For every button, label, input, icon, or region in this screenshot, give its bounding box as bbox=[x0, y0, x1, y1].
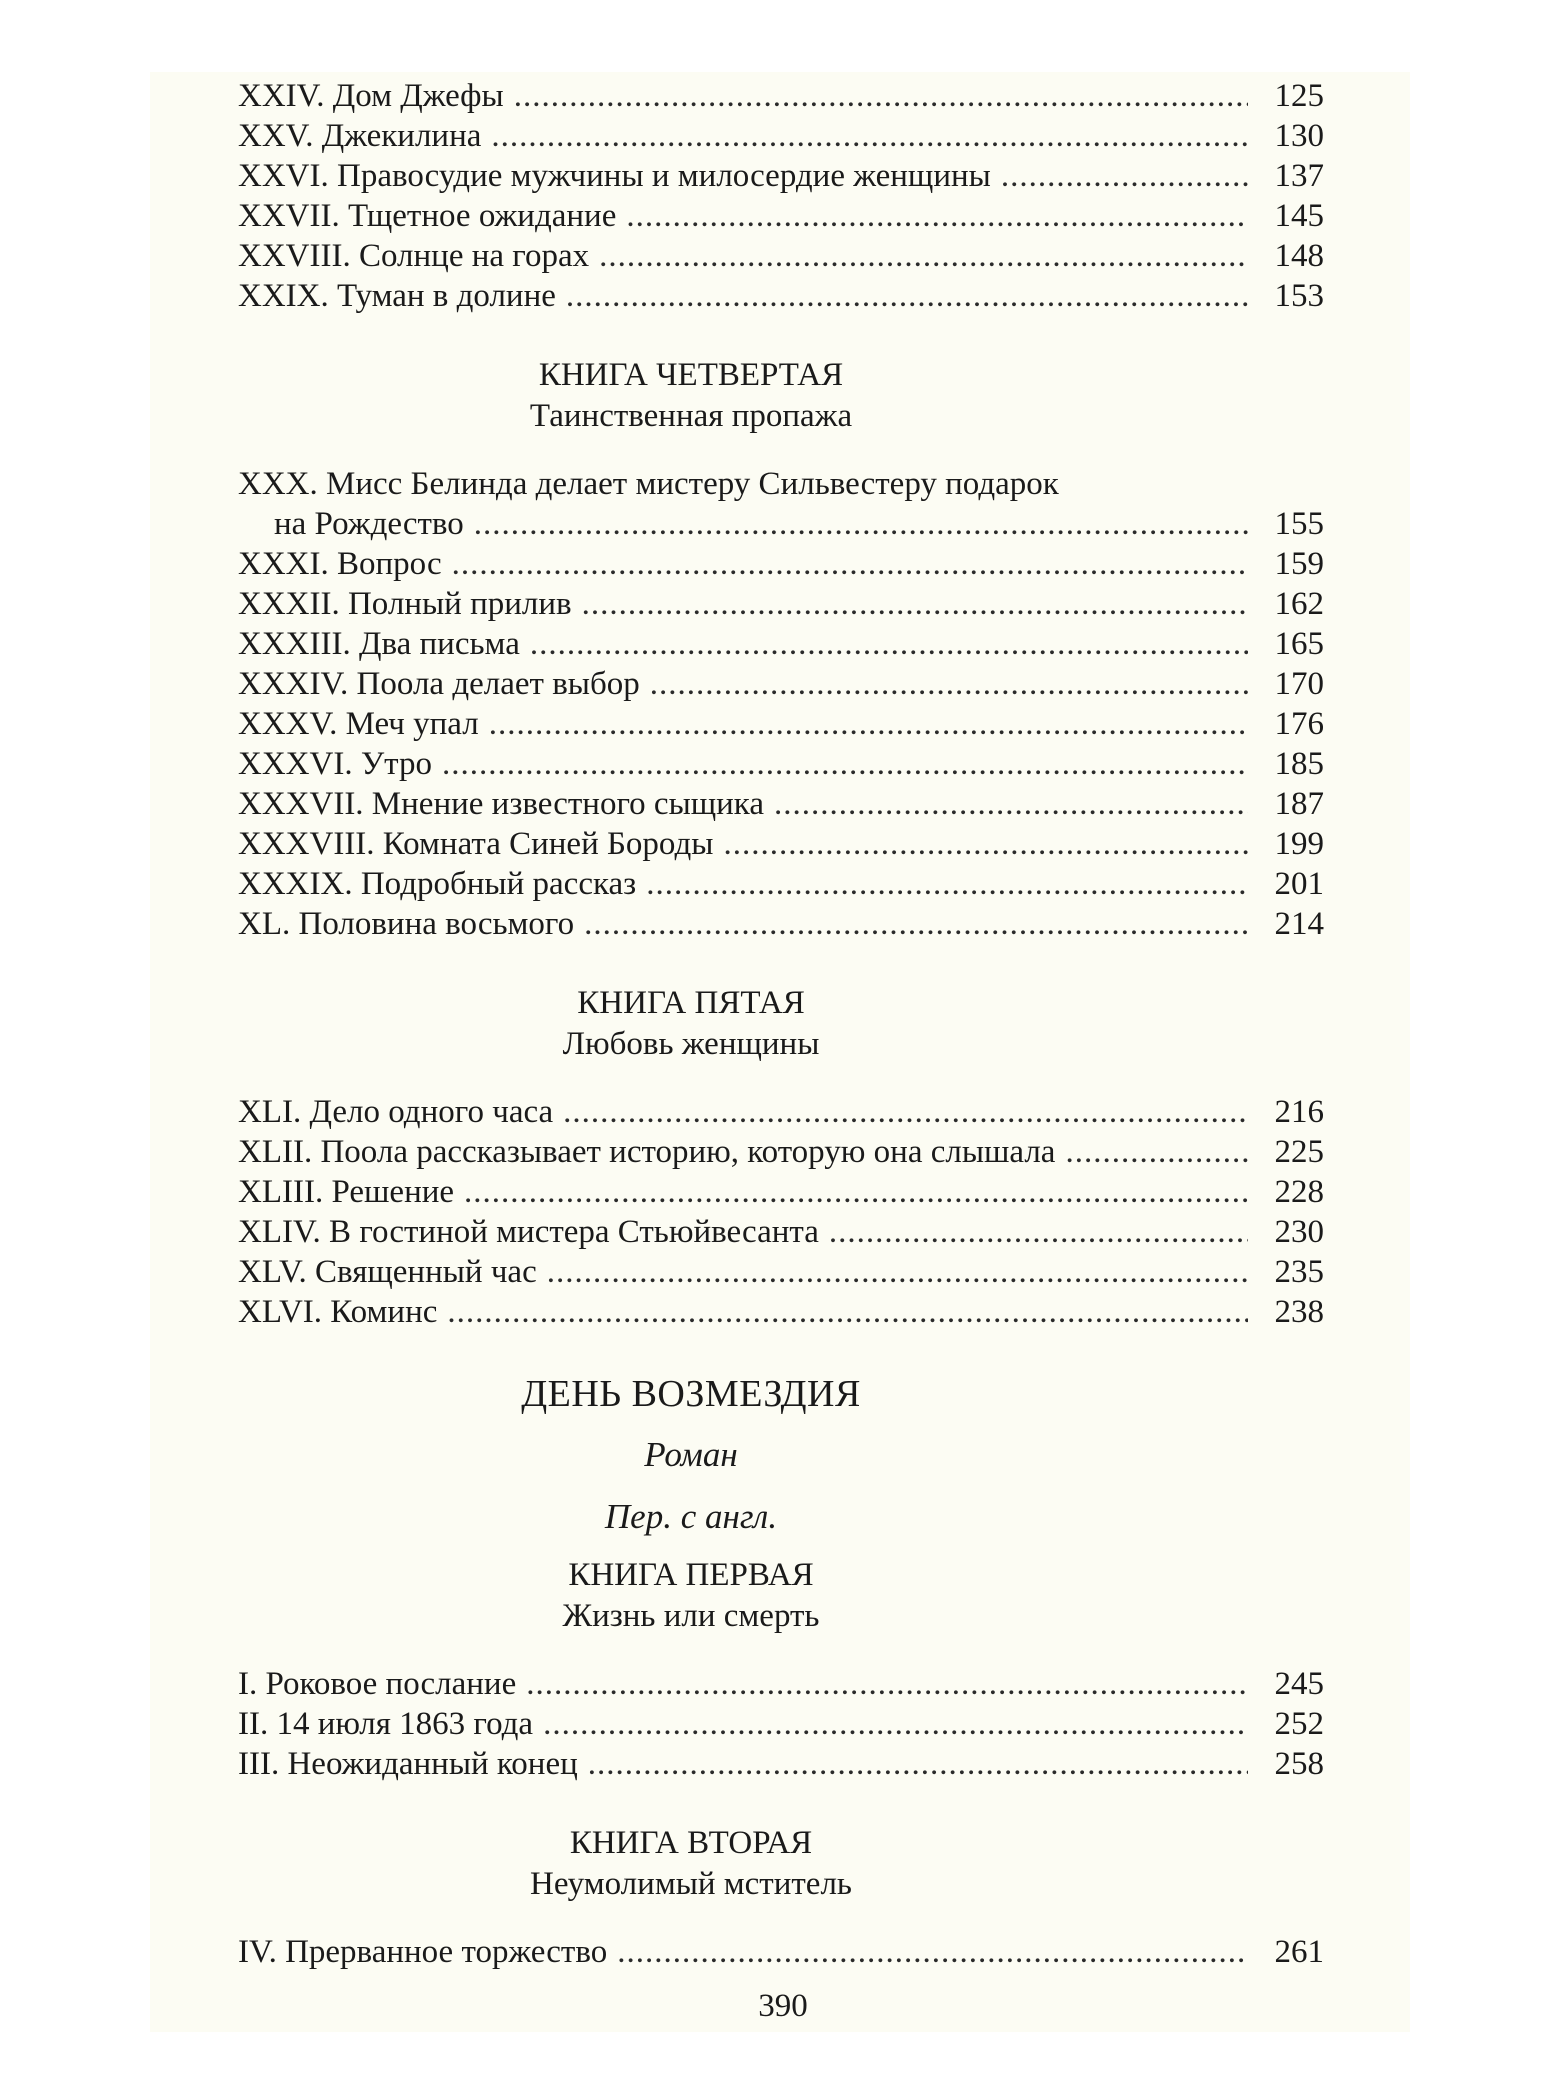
page-number: 390 bbox=[758, 1988, 808, 2024]
entry-page: 185 bbox=[1274, 746, 1324, 782]
entry-page: 258 bbox=[1274, 1746, 1324, 1782]
entry-page: 155 bbox=[1274, 506, 1324, 542]
book-subtitle: Жизнь или смерть bbox=[562, 1598, 820, 1634]
leader-dots bbox=[599, 236, 1248, 276]
toc-entry bbox=[238, 584, 1324, 624]
entry-title: XL. Половина восьмого bbox=[238, 906, 575, 942]
toc-entry bbox=[238, 544, 1324, 584]
book-subtitle: Любовь женщины bbox=[562, 1026, 820, 1062]
leader-dots bbox=[774, 784, 1248, 824]
entry-page: 165 bbox=[1274, 626, 1324, 662]
toc-entry bbox=[238, 1664, 1324, 1704]
leader-dots bbox=[723, 824, 1248, 864]
leader-dots bbox=[566, 276, 1248, 316]
entry-title: III. Неожиданный конец bbox=[238, 1746, 578, 1782]
entry-title: XXXII. Полный прилив bbox=[238, 586, 572, 622]
entry-title: IV. Прерванное торжество bbox=[238, 1934, 608, 1970]
entry-page: 148 bbox=[1274, 238, 1324, 274]
entry-title: XXVIII. Солнце на горах bbox=[238, 238, 590, 274]
entry-title: XLIV. В гостиной мистера Стьюйвесанта bbox=[238, 1214, 819, 1250]
entry-title: XLI. Дело одного часа bbox=[238, 1094, 554, 1130]
entry-page: 137 bbox=[1274, 158, 1324, 194]
leader-dots bbox=[829, 1212, 1248, 1252]
toc-entry bbox=[238, 504, 1324, 544]
table-of-contents bbox=[238, 76, 1324, 1972]
toc-entry bbox=[238, 76, 1324, 116]
leader-dots bbox=[547, 1252, 1248, 1292]
leader-dots bbox=[452, 544, 1248, 584]
entry-title: XXXVI. Утро bbox=[238, 746, 433, 782]
leader-dots bbox=[626, 196, 1248, 236]
entry-title: XXV. Джекилина bbox=[238, 118, 482, 154]
entry-page: 261 bbox=[1274, 1934, 1324, 1970]
leader-dots bbox=[489, 704, 1248, 744]
entry-title: XXXVIII. Комната Синей Бороды bbox=[238, 826, 714, 862]
book-five-section bbox=[238, 982, 1324, 1332]
entry-page: 170 bbox=[1274, 666, 1324, 702]
translation-note: Пер. с англ. bbox=[604, 1497, 778, 1536]
book-heading: КНИГА ПЕРВАЯ bbox=[568, 1557, 814, 1593]
toc-entry bbox=[238, 236, 1324, 276]
entry-title: XLIII. Решение bbox=[238, 1174, 455, 1210]
toc-entry bbox=[238, 864, 1324, 904]
entry-title: XXXIV. Поола делает выбор bbox=[238, 666, 640, 702]
entry-title: XXVI. Правосудие мужчины и милосердие женщины bbox=[238, 158, 991, 194]
entry-page: 216 bbox=[1274, 1094, 1324, 1130]
toc-entry bbox=[238, 156, 1324, 196]
entry-title: XXXIII. Два письма bbox=[238, 626, 520, 662]
toc-entry bbox=[238, 1212, 1324, 1252]
toc-entry bbox=[238, 1744, 1324, 1784]
entry-page: 153 bbox=[1274, 278, 1324, 314]
toc-entry bbox=[238, 1932, 1324, 1972]
novel-title: ДЕНЬ ВОЗМЕЗДИЯ bbox=[521, 1373, 861, 1415]
leader-dots bbox=[588, 1744, 1248, 1784]
entry-page: 130 bbox=[1274, 118, 1324, 154]
entry-title: XLII. Поола рассказывает историю, которую она слышала bbox=[238, 1134, 1056, 1170]
toc-entry bbox=[238, 904, 1324, 944]
leader-dots bbox=[526, 1664, 1248, 1704]
toc-entry bbox=[238, 744, 1324, 784]
leader-dots bbox=[464, 1172, 1248, 1212]
entry-title: XLVI. Коминс bbox=[238, 1294, 438, 1330]
leader-dots bbox=[617, 1932, 1248, 1972]
leader-dots bbox=[474, 504, 1248, 544]
book-heading: КНИГА ВТОРАЯ bbox=[569, 1825, 813, 1861]
leader-dots bbox=[530, 624, 1248, 664]
leader-dots bbox=[646, 864, 1248, 904]
toc-entry bbox=[238, 704, 1324, 744]
toc-entry bbox=[238, 784, 1324, 824]
entry-title: XLV. Священный час bbox=[238, 1254, 537, 1290]
toc-entry bbox=[238, 1252, 1324, 1292]
entry-page: 238 bbox=[1274, 1294, 1324, 1330]
novel-heading-block bbox=[238, 1370, 1324, 1540]
entry-page: 228 bbox=[1274, 1174, 1324, 1210]
entry-title: XXIV. Дом Джефы bbox=[238, 78, 504, 114]
entry-title: XXXIX. Подробный рассказ bbox=[238, 866, 637, 902]
entry-title: XXX. Мисс Белинда делает мистеру Сильвестеру подарок bbox=[238, 466, 1059, 502]
leader-dots bbox=[1001, 156, 1248, 196]
toc-group-continued bbox=[238, 76, 1324, 316]
leader-dots bbox=[584, 904, 1248, 944]
toc-entry bbox=[238, 196, 1324, 236]
leader-dots bbox=[582, 584, 1248, 624]
book-heading: КНИГА ЧЕТВЕРТАЯ bbox=[538, 357, 844, 393]
book-four-section bbox=[238, 354, 1324, 944]
entry-page: 176 bbox=[1274, 706, 1324, 742]
leader-dots bbox=[543, 1704, 1248, 1744]
toc-entry bbox=[238, 276, 1324, 316]
entry-page: 230 bbox=[1274, 1214, 1324, 1250]
entry-page: 145 bbox=[1274, 198, 1324, 234]
toc-entry bbox=[238, 116, 1324, 156]
novel-book-two-section bbox=[238, 1822, 1324, 1972]
leader-dots bbox=[514, 76, 1248, 116]
entry-page: 225 bbox=[1274, 1134, 1324, 1170]
entry-page: 162 bbox=[1274, 586, 1324, 622]
entry-page: 235 bbox=[1274, 1254, 1324, 1290]
entry-page: 214 bbox=[1274, 906, 1324, 942]
toc-entry bbox=[238, 624, 1324, 664]
novel-book-one-section bbox=[238, 1554, 1324, 1784]
entry-page: 187 bbox=[1274, 786, 1324, 822]
novel-genre: Роман bbox=[644, 1435, 738, 1474]
entry-title-continued: на Рождество bbox=[274, 506, 464, 542]
toc-entry bbox=[238, 1172, 1324, 1212]
entry-page: 252 bbox=[1274, 1706, 1324, 1742]
toc-entry bbox=[238, 1092, 1324, 1132]
entry-page: 199 bbox=[1274, 826, 1324, 862]
entry-title: I. Роковое послание bbox=[238, 1666, 517, 1702]
leader-dots bbox=[650, 664, 1248, 704]
entry-page: 245 bbox=[1274, 1666, 1324, 1702]
toc-entry bbox=[238, 1292, 1324, 1332]
entry-title: XXVII. Тщетное ожидание bbox=[238, 198, 617, 234]
leader-dots bbox=[447, 1292, 1248, 1332]
toc-entry bbox=[238, 664, 1324, 704]
leader-dots bbox=[442, 744, 1248, 784]
leader-dots bbox=[1065, 1132, 1248, 1172]
entry-title: XXIX. Туман в долине bbox=[238, 278, 556, 314]
book-subtitle: Неумолимый мститель bbox=[530, 1866, 852, 1902]
entry-page: 125 bbox=[1274, 78, 1324, 114]
leader-dots bbox=[563, 1092, 1248, 1132]
entry-page: 159 bbox=[1274, 546, 1324, 582]
entry-title: XXXVII. Мнение известного сыщика bbox=[238, 786, 764, 822]
toc-entry bbox=[238, 824, 1324, 864]
entry-page: 201 bbox=[1274, 866, 1324, 902]
leader-dots bbox=[491, 116, 1248, 156]
entry-title: XXXI. Вопрос bbox=[238, 546, 442, 582]
toc-entry bbox=[238, 1704, 1324, 1744]
book-subtitle: Таинственная пропажа bbox=[529, 398, 853, 434]
entry-title: XXXV. Меч упал bbox=[238, 706, 479, 742]
entry-title: II. 14 июля 1863 года bbox=[238, 1706, 534, 1742]
toc-entry bbox=[238, 1132, 1324, 1172]
book-heading: КНИГА ПЯТАЯ bbox=[577, 985, 805, 1021]
